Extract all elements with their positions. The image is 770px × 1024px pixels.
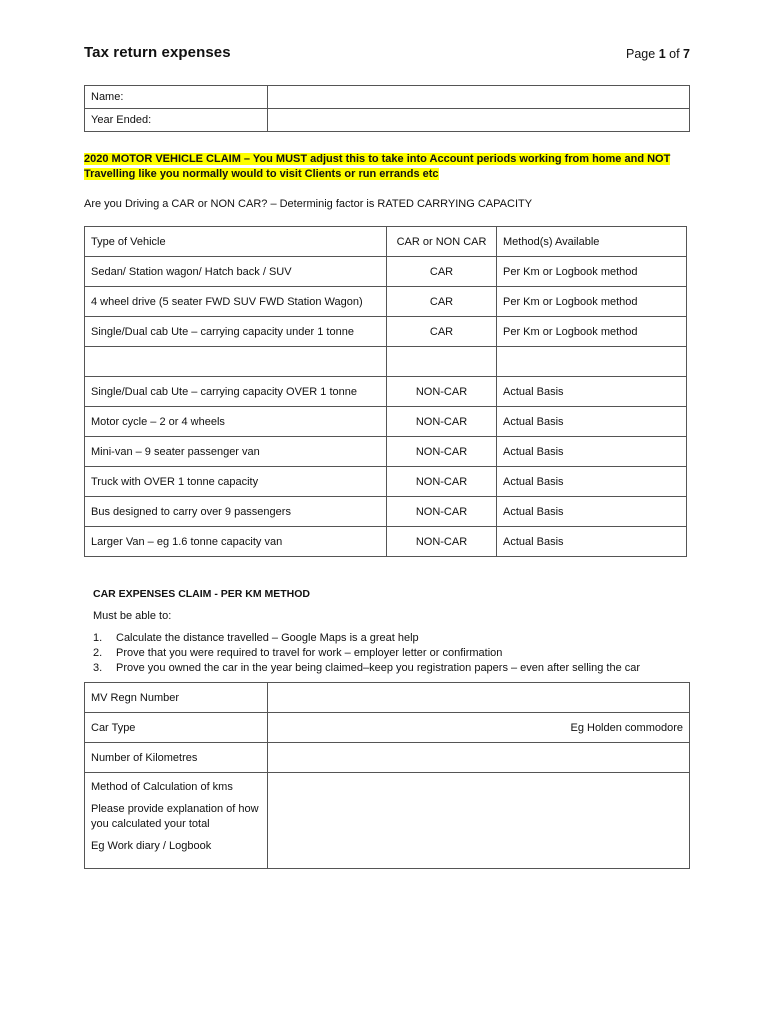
- table-cell: NON-CAR: [387, 467, 497, 497]
- page-of: of: [669, 47, 680, 61]
- table-row: [85, 743, 690, 773]
- column-header: Method(s) Available: [497, 227, 687, 257]
- table-row: [85, 109, 690, 132]
- list-item-number: 1.: [93, 632, 103, 644]
- table-row: [85, 86, 690, 109]
- table-row: [85, 527, 687, 557]
- table-row: [85, 713, 690, 743]
- page-label: Page: [626, 47, 656, 61]
- table-cell: Larger Van – eg 1.6 tonne capacity van: [85, 527, 387, 557]
- requirements-list: [93, 631, 640, 676]
- table-cell: CAR: [387, 287, 497, 317]
- claim-notice: [84, 152, 690, 182]
- table-row: [85, 467, 687, 497]
- regn-field[interactable]: [268, 683, 690, 713]
- method-label: Method of Calculation of kms: [91, 781, 233, 793]
- table-row: [85, 377, 687, 407]
- document-title: Tax return expenses: [84, 44, 231, 61]
- list-item-text: Calculate the distance travelled – Google Maps is a great help: [116, 632, 419, 644]
- kilometres-field[interactable]: [268, 743, 690, 773]
- car-type-label: Car Type: [85, 713, 268, 743]
- year-ended-field[interactable]: [268, 109, 690, 132]
- table-row: [85, 407, 687, 437]
- table-cell: Actual Basis: [497, 527, 687, 557]
- table-row: [85, 317, 687, 347]
- table-cell: Actual Basis: [497, 377, 687, 407]
- table-cell: Single/Dual cab Ute – carrying capacity OVER 1 tonne: [85, 377, 387, 407]
- client-info-table: [84, 85, 690, 132]
- table-cell: Per Km or Logbook method: [497, 317, 687, 347]
- table-row: [85, 497, 687, 527]
- table-cell: NON-CAR: [387, 497, 497, 527]
- car-question: Are you Driving a CAR or NON CAR? – Determinig factor is RATED CARRYING CAPACITY: [84, 198, 533, 210]
- table-cell: Actual Basis: [497, 407, 687, 437]
- list-item-number: 3.: [93, 662, 103, 674]
- table-cell: Actual Basis: [497, 437, 687, 467]
- table-cell: Actual Basis: [497, 497, 687, 527]
- page-number: [626, 47, 690, 61]
- table-row: [85, 437, 687, 467]
- list-item: [93, 631, 640, 646]
- table-cell: Motor cycle – 2 or 4 wheels: [85, 407, 387, 437]
- claim-notice-text: 2020 MOTOR VEHICLE CLAIM – You MUST adjust this to take into Account periods working from home and NOT Travelling like you normally would to visit Clients or run errands etc: [84, 153, 671, 180]
- kilometres-label: Number of Kilometres: [85, 743, 268, 773]
- name-field[interactable]: [268, 86, 690, 109]
- table-cell: Actual Basis: [497, 467, 687, 497]
- method-label-cell: [85, 773, 268, 869]
- table-cell: NON-CAR: [387, 527, 497, 557]
- list-item: [93, 661, 640, 676]
- table-cell: Truck with OVER 1 tonne capacity: [85, 467, 387, 497]
- car-expenses-heading: CAR EXPENSES CLAIM - PER KM METHOD: [93, 588, 311, 600]
- table-cell: Sedan/ Station wagon/ Hatch back / SUV: [85, 257, 387, 287]
- must-be-able-label: Must be able to:: [93, 610, 172, 622]
- car-type-field[interactable]: Eg Holden commodore: [268, 713, 690, 743]
- table-cell: Mini-van – 9 seater passenger van: [85, 437, 387, 467]
- list-item: [93, 646, 640, 661]
- table-cell: 4 wheel drive (5 seater FWD SUV FWD Station Wagon): [85, 287, 387, 317]
- list-item-text: Prove that you were required to travel for work – employer letter or confirmation: [116, 647, 503, 659]
- year-ended-label: Year Ended:: [85, 109, 268, 132]
- page-total: 7: [683, 47, 690, 61]
- table-row: [85, 773, 690, 869]
- table-cell: Per Km or Logbook method: [497, 257, 687, 287]
- car-claim-table: [84, 682, 690, 869]
- table-header-row: [85, 227, 687, 257]
- table-row: [85, 287, 687, 317]
- table-cell: NON-CAR: [387, 407, 497, 437]
- column-header: Type of Vehicle: [85, 227, 387, 257]
- method-explanation: Please provide explanation of how you calculated your total: [91, 803, 259, 830]
- table-cell: Single/Dual cab Ute – carrying capacity under 1 tonne: [85, 317, 387, 347]
- table-cell: NON-CAR: [387, 377, 497, 407]
- vehicle-type-table: [84, 226, 687, 557]
- method-field[interactable]: [268, 773, 690, 869]
- table-cell: CAR: [387, 257, 497, 287]
- table-cell: [497, 347, 687, 377]
- table-cell: CAR: [387, 317, 497, 347]
- method-example: Eg Work diary / Logbook: [91, 840, 212, 852]
- vehicle-table-body: [85, 227, 687, 557]
- column-header: CAR or NON CAR: [387, 227, 497, 257]
- page-current: 1: [658, 47, 666, 61]
- table-cell: [85, 347, 387, 377]
- table-cell: NON-CAR: [387, 437, 497, 467]
- regn-label: MV Regn Number: [85, 683, 268, 713]
- table-cell: [387, 347, 497, 377]
- table-row: [85, 347, 687, 377]
- table-row: [85, 257, 687, 287]
- table-cell: Bus designed to carry over 9 passengers: [85, 497, 387, 527]
- list-item-text: Prove you owned the car in the year being claimed–keep you registration papers – even after selling the car: [116, 662, 641, 674]
- list-item-number: 2.: [93, 647, 103, 659]
- name-label: Name:: [85, 86, 268, 109]
- table-row: [85, 683, 690, 713]
- table-cell: Per Km or Logbook method: [497, 287, 687, 317]
